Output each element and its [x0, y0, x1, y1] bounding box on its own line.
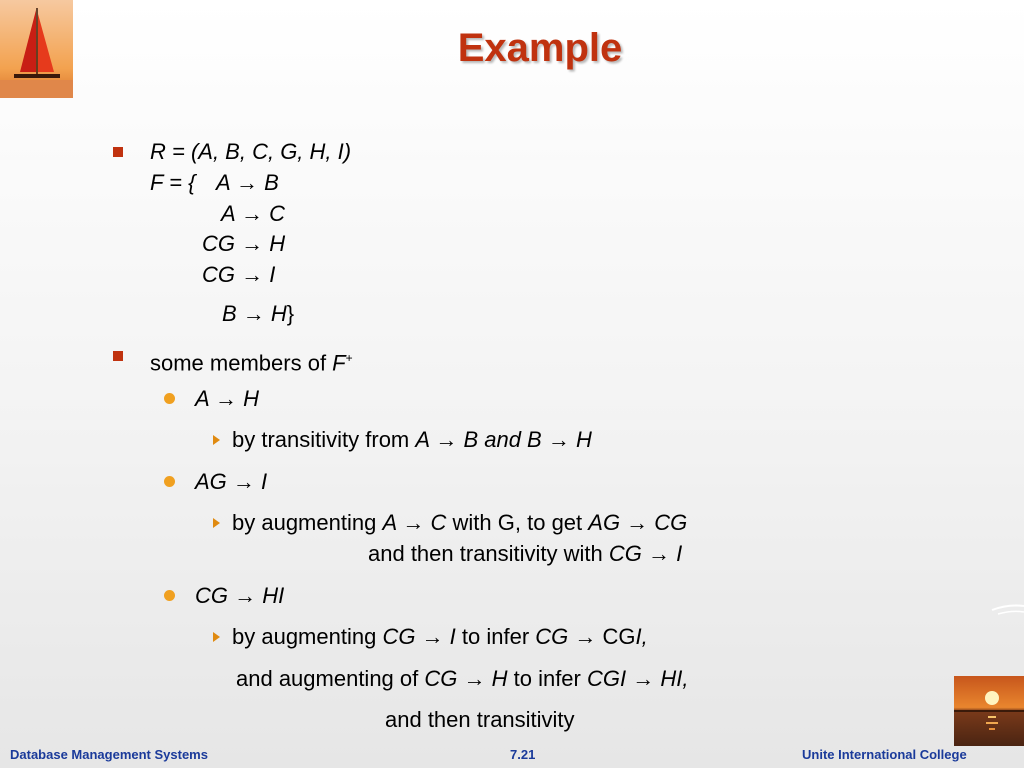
- members-heading: [150, 345, 353, 376]
- member-3-cont-text: and augmenting of: [236, 666, 425, 691]
- member-1-reason: [232, 427, 592, 453]
- member-3-continuation: [236, 666, 688, 692]
- fd-set-close: }: [286, 301, 295, 326]
- member-2-reason: [232, 510, 687, 536]
- member-2-cont-fd: CG → I: [608, 541, 683, 566]
- square-bullet-icon: [113, 147, 123, 157]
- relation-definition: R = (A, B, C, G, H, I): [150, 139, 352, 164]
- member-2-reason-fd: A → C: [382, 510, 447, 535]
- slide-title: Example: [457, 26, 623, 70]
- member-2-reason-text2: with G, to get: [446, 510, 589, 535]
- decorative-lines-icon: [990, 600, 1024, 630]
- member-3: CG → HI: [195, 583, 285, 608]
- footer-course-name: Database Management Systems: [10, 747, 208, 762]
- dot-bullet-icon: [164, 393, 175, 404]
- member-3-reason-fd: CG → I: [382, 624, 456, 649]
- dot-bullet-icon: [164, 476, 175, 487]
- member-3-reason: [232, 624, 648, 650]
- fd-3: CG → H: [202, 231, 286, 256]
- member-1-reason-fd: A → B and B → H: [415, 427, 592, 452]
- arrow-bullet-icon: [213, 632, 220, 642]
- member-3-reason-fd2: CG →: [535, 624, 603, 649]
- fd-2: A → C: [221, 201, 285, 226]
- members-sup: +: [345, 351, 353, 365]
- square-bullet-icon: [113, 351, 123, 361]
- member-1: A → H: [195, 386, 259, 411]
- member-2-reason-text: by augmenting: [232, 510, 383, 535]
- member-3-reason-cg: CG: [602, 624, 636, 649]
- member-3-reason-text2: to infer: [455, 624, 536, 649]
- dot-bullet-icon: [164, 590, 175, 601]
- fd-1: A → B: [216, 170, 279, 195]
- member-1-reason-text: by transitivity from: [232, 427, 416, 452]
- member-2-reason-fd2: AG → CG: [588, 510, 688, 535]
- sunset-logo-icon: [954, 676, 1024, 746]
- arrow-bullet-icon: [213, 518, 220, 528]
- member-3-cont-fd: CG → H: [424, 666, 508, 691]
- arrow-bullet-icon: [213, 435, 220, 445]
- footer-slide-number: 7.21: [510, 747, 536, 762]
- member-2-continuation: [368, 541, 682, 567]
- member-3-reason-text: by augmenting: [232, 624, 383, 649]
- member-3-cont-text2: to infer: [507, 666, 587, 691]
- fd-set-open: F = {: [150, 170, 196, 195]
- fd-5-text: B → H: [222, 301, 287, 326]
- fd-4: CG → I: [202, 262, 276, 287]
- members-text: some members of: [150, 350, 333, 376]
- member-3-cont-fd2: CGI → HI,: [586, 666, 689, 691]
- member-3-reason-i: I,: [635, 624, 648, 649]
- footer-institution: Unite International College: [802, 747, 967, 762]
- members-f: F: [332, 350, 346, 376]
- member-2-cont-text: and then transitivity with: [368, 541, 609, 566]
- member-2: AG → I: [195, 469, 268, 494]
- fd-5: [222, 301, 294, 327]
- member-3-final: and then transitivity: [385, 707, 575, 732]
